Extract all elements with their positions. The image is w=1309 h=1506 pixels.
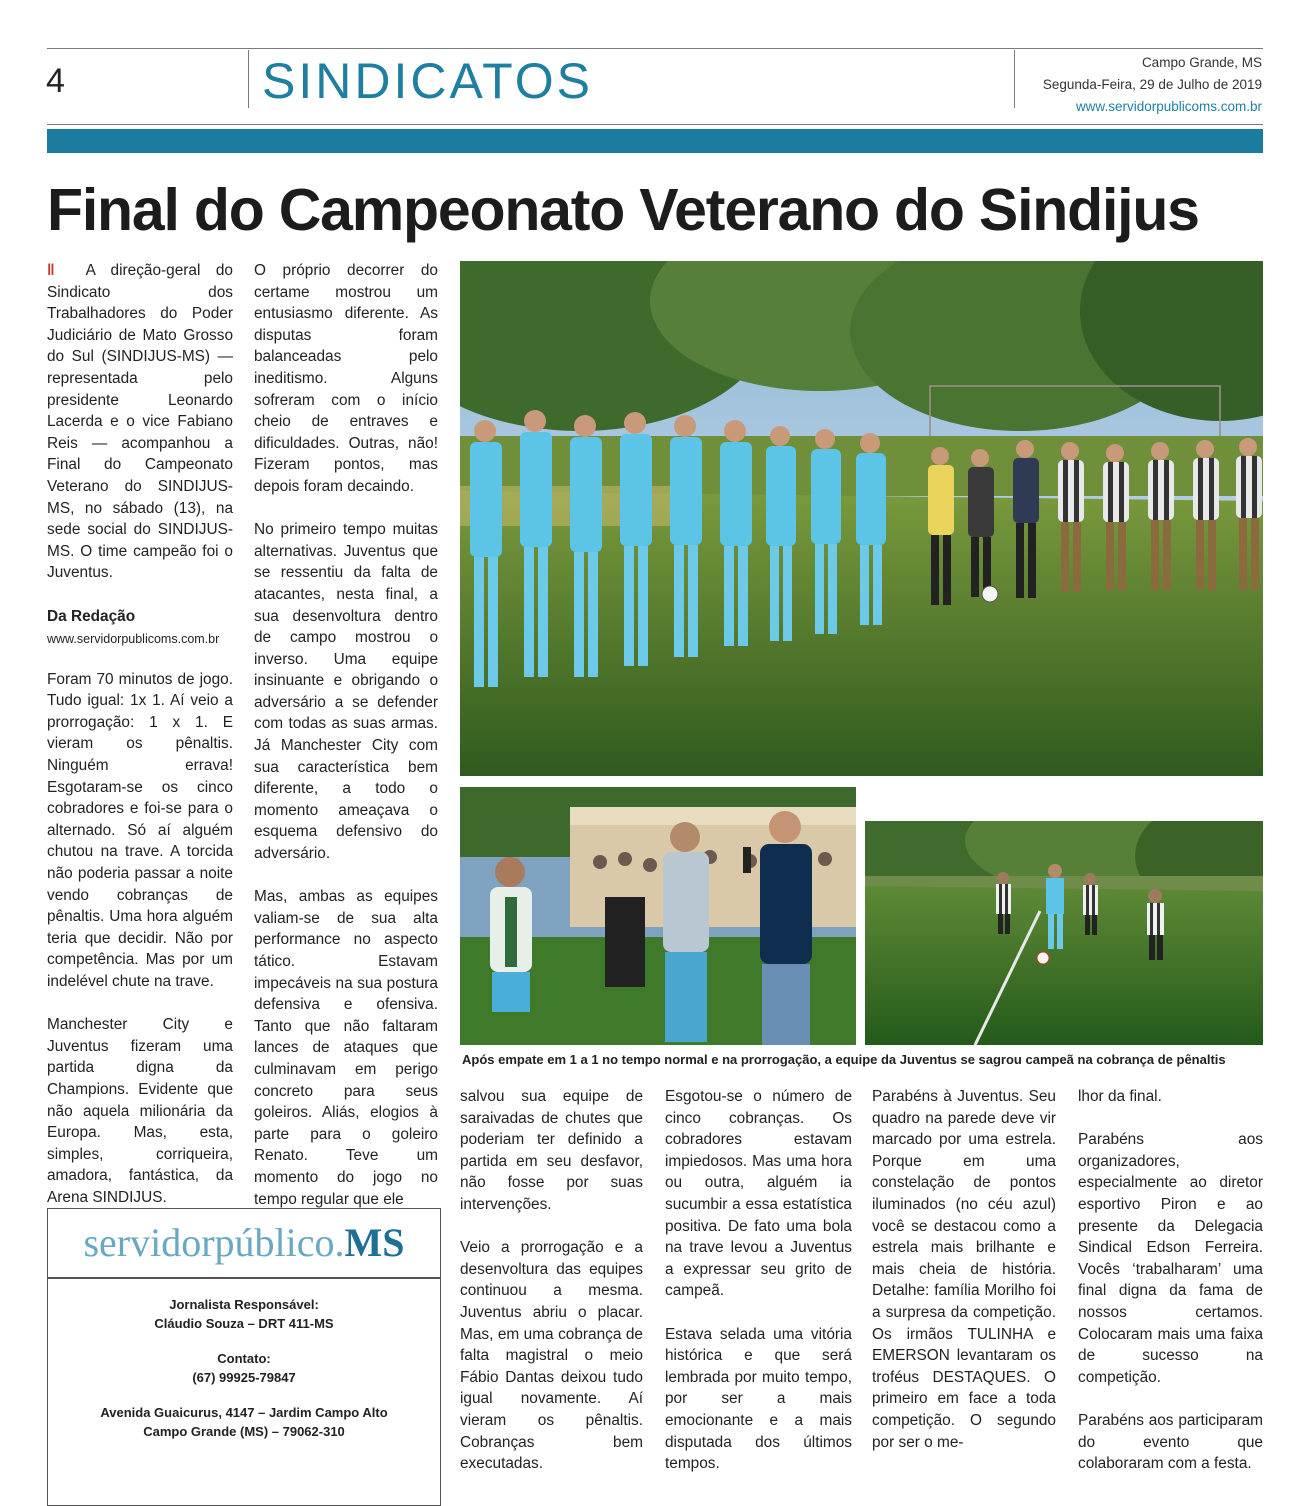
top-rule	[47, 48, 1263, 49]
lead-text: A direção-geral do Sindicato dos Trabalhadores do Poder Judiciário de Mato Grosso do Sul (SINDIJUS-MS) — representada pelo presidente Leonardo Lacerda e o vice Fabiano Reis — acompanhou a Final do Campeonato Veterano do SINDIJUS-MS, no sábado (13), na sede social do SINDIJUS-MS. O time campeão foi o Juventus.	[47, 262, 233, 582]
article-column-3	[460, 1086, 643, 1475]
paragraph: Veio a prorrogação e a desenvoltura das equipes continuou a mesma. Juventus abriu o placar. Mas, em uma cobrança de falta magistral o meio Fábio Dantas deixou tudo igual novamente. Aí vieram os pênaltis. Cobranças bem executadas.	[460, 1239, 643, 1473]
logo-suffix-text: MS	[344, 1220, 405, 1265]
paragraph: salvou sua equipe de saraivadas de chutes que poderiam ter definido a partida em seu desfavor, não fosse por suas intervenções.	[460, 1088, 643, 1213]
byline-url-link[interactable]: www.servidorpublicoms.com.br	[47, 632, 220, 647]
article-column-6	[1078, 1086, 1263, 1475]
paragraph: Foram 70 minutos de jogo. Tudo igual: 1x 1. Aí veio a prorrogação: 1 x 1. E vieram os pênaltis. Ninguém errava! Esgotaram-se os cinco cobradores e foi-se para o alternado. Só aí alguém chutou na trave. A torcida não poderia passar a noite vendo cobranças de pênaltis. Uma hora alguém teria que decidir. Não por competência. Mas por um indelével chute na trave.	[47, 670, 233, 990]
header-bottom-rule	[47, 124, 1263, 125]
byline: Da Redação	[47, 607, 136, 625]
match-action-illustration	[865, 821, 1263, 1045]
paragraph: No primeiro tempo muitas alternativas. Juventus que se ressentiu da falta de atacantes, nesta final, a sua desenvoltura dentro de campo mostrou o inverso. Uma equipe insinuante e obrigando o adversário a se defender com todas as suas armas. Já Manchester City com sua característica bem diferente, a todo o momento ameaçava o esquema defensivo do adversário.	[254, 521, 438, 863]
page-number: 4	[46, 62, 65, 100]
team-lineup-illustration	[460, 261, 1263, 776]
paragraph: Manchester City e Juventus fizeram uma partida digna da Champions. Evidente que não aquela milionária da Europa. Mas, esta, simples, corriqueira, amadora, fantástica, da Arena SINDIJUS.	[47, 1016, 233, 1206]
speakers-photo	[460, 787, 856, 1045]
header-date: Segunda-Feira, 29 de Julho de 2019	[1042, 77, 1262, 92]
publication-logo	[48, 1209, 440, 1279]
article-column-2	[254, 260, 438, 1210]
photo-caption: Após empate em 1 a 1 no tempo normal e na prorrogação, a equipe da Juventus se sagrou campeã na cobrança de pênaltis	[462, 1052, 1226, 1067]
contact-phone: (67) 99925-79847	[192, 1370, 296, 1385]
match-action-photo	[865, 821, 1263, 1045]
header-city: Campo Grande, MS	[1141, 55, 1262, 70]
header-divider-left	[248, 50, 249, 108]
article-column-5	[872, 1086, 1056, 1453]
paragraph: Parabéns aos participaram do evento que colaboraram com a festa.	[1078, 1411, 1263, 1473]
paragraph: Parabéns aos organizadores, especialmente ao diretor esportivo Piron e ao presente da Delegacia Sindical Edson Ferreira. Vocês ‘trabalharam’ uma final digna da fama de nossos certamos. Colocaram mais uma faixa de sucesso na competição.	[1078, 1131, 1263, 1386]
section-title: SINDICATOS	[262, 53, 593, 109]
headline: Final do Campeonato Veterano do Sindijus	[47, 177, 1199, 243]
paragraph: Mas, ambas as equipes valiam-se de sua alta performance no aspecto tático. Estavam impecáveis na sua postura defensiva e ofensiva. Tanto que não faltaram lances de ataques que culminavam em perigo concreto para seus goleiros. Aliás, elogios à parte para o goleiro Renato. Teve um momento do jogo no tempo regular que ele	[254, 888, 438, 1208]
article-column-1	[47, 260, 233, 1209]
paragraph: Estava selada uma vitória histórica e que será lembrada por muito tempo, por ser a mais emocionante e a mais disputada dos últimos tempos.	[665, 1325, 852, 1473]
header-divider-right	[1014, 50, 1015, 108]
paragraph: lhor da final.	[1078, 1088, 1162, 1105]
address-line-1: Avenida Guaicurus, 4147 – Jardim Campo Alto	[100, 1405, 388, 1420]
speakers-illustration	[460, 787, 856, 1045]
paragraph: O próprio decorrer do certame mostrou um entusiasmo diferente. As disputas foram balanceadas pelo ineditismo. Alguns sofreram com o início cheio de entraves e dificuldades. Outras, não! Fizeram pontos, mas depois foram decaindo.	[254, 262, 438, 495]
lead-paragraph	[47, 260, 233, 584]
article-column-4	[665, 1086, 852, 1475]
team-lineup-photo	[460, 261, 1263, 776]
masthead-box	[47, 1208, 441, 1506]
header-website-link[interactable]: www.servidorpublicoms.com.br	[1075, 99, 1262, 114]
journalist-name: Cláudio Souza – DRT 411-MS	[154, 1316, 334, 1331]
lead-mark-icon: ‖	[47, 262, 55, 279]
contact-label: Contato:	[217, 1351, 271, 1366]
logo-main-text: servidorpúblico.	[83, 1220, 345, 1265]
paragraph: Parabéns à Juventus. Seu quadro na parede deve vir marcado por uma estrela. Porque em uma constelação de pontos iluminados (no céu azul) você se destacou como a estrela mais brilhante e mais cheia de história. Detalhe: família Morilho foi a surpresa da competição. Os irmãos TULINHA e EMERSON levantaram os troféus DESTAQUES. O primeiro em face a toda competição. O segundo por ser o me-	[872, 1088, 1056, 1451]
address-line-2: Campo Grande (MS) – 79062-310	[143, 1424, 345, 1439]
journalist-label: Jornalista Responsável:	[169, 1297, 319, 1312]
section-color-band	[47, 129, 1263, 153]
paragraph: Esgotou-se o número de cinco cobranças. Os cobradores estavam impiedosos. Mas uma hora ou outra, alguém ia sucumbir a essa estatística positiva. De fato uma bola na trave levou a Juventus a expressar seu grito de campeã.	[665, 1088, 852, 1300]
